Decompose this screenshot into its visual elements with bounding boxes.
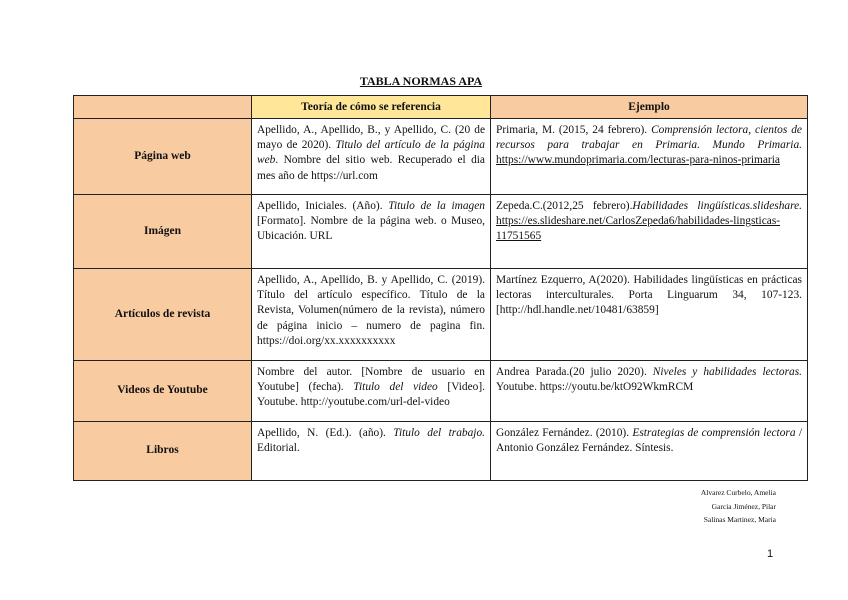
text-segment: Titulo del trabajo. — [393, 427, 485, 439]
text-segment: Apellido, A., Apellido, B. y Apellido, C. (2019). Título del artículo específico. Título de la Revista, Volumen(número de la revista), número de página inicio – numero de pagina fin. https://doi.org/xx.xxxxxxxxxx — [257, 274, 485, 347]
text-segment: Apellido, N. (Ed.). (año). — [257, 427, 394, 439]
text-segment: Niveles y habilidades lectoras. — [652, 366, 803, 378]
text-segment: Titulo de la imagen — [388, 200, 486, 212]
document-title — [0, 74, 848, 89]
table-row — [74, 361, 808, 422]
row-label: Libros — [74, 422, 252, 481]
row-label: Artículos de revista — [74, 269, 252, 361]
example-cell — [491, 422, 808, 481]
table-row — [74, 422, 808, 481]
theory-cell — [252, 269, 491, 361]
table-row — [74, 195, 808, 269]
text-segment: González Fernández. (2010). — [496, 427, 633, 439]
title-text: TABLA NORMAS APA — [359, 74, 483, 88]
table-header-row — [74, 96, 808, 119]
text-segment: Youtube. https://youtu.be/ktO92WkmRCM — [496, 381, 694, 394]
text-segment: Nombre del autor. [Nombre de usuario en Youtube] (fecha). — [257, 366, 485, 394]
text-segment: Martínez Ezquerro, A(2020). Habilidades lingüísticas en prácticas lectoras interculturales. Porta Linguarum 34, 107-123. [http://hdl.handle.net/10481/63859] — [496, 274, 802, 317]
author: Salinas Martinez, Maria — [703, 515, 776, 524]
row-label: Imágen — [74, 195, 252, 269]
text-segment: / Antonio González Fernández. Síntesis. — [496, 427, 802, 455]
text-segment: Titulo del artículo de la página web — [257, 139, 485, 167]
link[interactable]: https://www.mundoprimaria.com/lecturas-para-ninos-primaria — [496, 154, 780, 167]
link[interactable]: https://es.slideshare.net/CarlosZepeda6/habilidades-lingsticas-11751565 — [496, 215, 781, 243]
text-segment: Titulo del video — [353, 381, 438, 394]
theory-cell — [252, 361, 491, 422]
authors-list — [701, 486, 776, 527]
example-cell — [491, 119, 808, 195]
table-row — [74, 269, 808, 361]
theory-cell — [252, 422, 491, 481]
example-cell — [491, 361, 808, 422]
row-label: Página web — [74, 119, 252, 195]
theory-cell — [252, 195, 491, 269]
text-segment: Apellido, A., Apellido, B., y Apellido, C. (20 de mayo de 2020). — [257, 124, 485, 152]
text-segment: [Video]. Youtube. http://youtube.com/url-del-video — [257, 381, 486, 409]
author: Alvarez Curbelo, Amelia — [700, 488, 776, 497]
row-label: Videos de Youtube — [74, 361, 252, 422]
example-cell — [491, 269, 808, 361]
text-segment: Primaria, M. (2015, 24 febrero). — [496, 124, 652, 136]
apa-norms-table — [73, 95, 808, 481]
table-row — [74, 119, 808, 195]
text-segment: [Formato]. Nombre de la página web. o Museo, Ubicación. URL — [257, 215, 485, 243]
text-segment: Apellido, Iniciales. (Año). — [257, 200, 389, 212]
text-segment: . Nombre del sitio web. Recuperado el dia mes año de https://url.com — [257, 154, 485, 182]
text-segment: Estrategias de comprensión lectora — [632, 427, 796, 439]
theory-cell — [252, 119, 491, 195]
page-number: 1 — [767, 548, 774, 560]
header-example: Ejemplo — [491, 96, 808, 119]
text-segment: Zepeda.C.(2012,25 febrero). — [496, 200, 633, 212]
text-segment: Comprensión lectora, cientos de recursos para trabajar en Primaria. Mundo Primaria. — [496, 124, 802, 152]
header-theory: Teoría de cómo se referencia — [252, 96, 491, 119]
author: Garcia Jiménez, Pilar — [711, 501, 776, 511]
example-cell — [491, 195, 808, 269]
corner-cell — [74, 96, 252, 119]
text-segment: Habilidades lingüísticas.slideshare. — [632, 200, 802, 212]
text-segment: Editorial. — [257, 442, 300, 455]
text-segment: Andrea Parada.(20 julio 2020). — [496, 366, 653, 378]
